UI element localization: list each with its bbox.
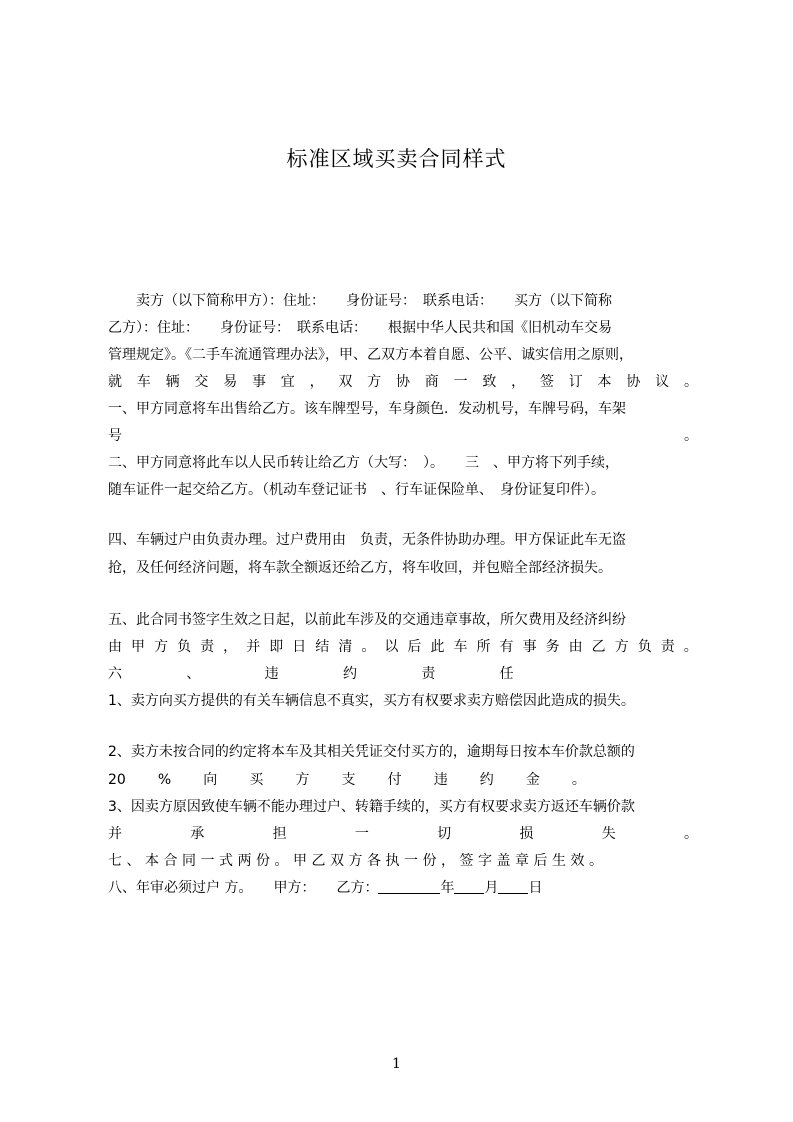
spread-char: 议 (655, 374, 670, 390)
spread-char: 。 (683, 639, 698, 655)
spread-char: 号 (108, 428, 122, 444)
spread-char: 由 (568, 639, 583, 655)
spread-char: 。 (361, 639, 376, 655)
spread-char: 后 (407, 639, 422, 655)
clause-1-line: 一、甲方同意将车出售给乙方。该车牌型号，车身颜色．发动机号，车牌号码，车架 (108, 401, 626, 417)
clause-5-line-1: 五、此合同书签字生效之日起，以前此车涉及的交通违章事故，所欠费用及经济纠纷 (108, 612, 626, 628)
spread-char: 协 (395, 374, 410, 390)
signature-text: 八、年审必须过户 方。 甲方： 乙方： (108, 880, 379, 896)
spread-char: 任 (499, 666, 514, 682)
spread-char: 宜 (280, 374, 295, 390)
spread-char: 、 (186, 666, 201, 682)
spread-char: 协 (626, 374, 641, 390)
page-number: 1 (392, 1056, 401, 1072)
spread-char: 乙 (591, 639, 606, 655)
spread-char: 本 (597, 374, 612, 390)
spread-char: 损 (519, 826, 534, 842)
spread-char: 。 (571, 772, 586, 788)
spread-char: 负 (177, 639, 192, 655)
spread-char: 即 (269, 639, 284, 655)
spread-char: 商 (424, 374, 439, 390)
paragraph-line-parties-seller: 卖方（以下简称甲方）：住址： 身份证号： 联系电话： 买方（以下简称 (136, 293, 612, 309)
clause-2-line: 二、甲方同意将此车以人民币转让给乙方（大写： ）。 三 、甲方将下列手续， (108, 455, 619, 471)
spread-char: 支 (341, 772, 356, 788)
clause-7-line: 七、本合同一式两份。甲乙双方各执一份，签字盖章后生效。 (108, 853, 608, 869)
spread-char: ， (511, 374, 526, 390)
spread-char: 致 (482, 374, 497, 390)
month-label: 月 (484, 880, 499, 896)
spread-char: 责 (200, 639, 215, 655)
spread-char: 一 (453, 374, 468, 390)
clause-4-line-2: 抢，及任何经济问题，将车款全额返还给乙方，将车收回，并包赔全部经济损失。 (108, 560, 612, 576)
liability-item-3-line-1: 3、因卖方原因致使车辆不能办理过户、转籍手续的，买方有权要求卖方返还车辆价款 (108, 799, 635, 815)
spread-char: 约 (342, 666, 357, 682)
spread-char: 承 (190, 826, 205, 842)
spread-char: 订 (568, 374, 583, 390)
clause-3-line: 随车证件一起交给乙方。（机动车登记证书 、行车证保险单、 身份证复印件）。 (108, 482, 605, 498)
spread-char: 清 (338, 639, 353, 655)
spread-char: % (157, 772, 172, 788)
spread-char: 方 (614, 639, 629, 655)
paragraph-line-regulations: 管理规定》。《二手车流通管理办法》，甲、乙双方本着自愿、公平、诚实信用之原则， (108, 347, 633, 363)
page-title: 标准区域买卖合同样式 (286, 147, 507, 171)
spread-char: 金 (525, 772, 540, 788)
day-blank (498, 879, 528, 894)
clause-5-line-2 (108, 637, 698, 657)
spread-char: 就 (108, 374, 122, 390)
spread-char: 此 (430, 639, 445, 655)
spread-spacer (578, 664, 698, 684)
spread-char: 方 (367, 374, 382, 390)
liability-item-2-line-1: 2、卖方未按合同的约定将本车及其相关凭证交付买方的，逾期每日按本车价款总额的 (108, 744, 635, 760)
liability-item-3-line-2 (108, 824, 698, 844)
spread-char: 双 (338, 374, 353, 390)
spread-char: 负 (637, 639, 652, 655)
spread-char: 责 (421, 666, 436, 682)
spread-char: 买 (249, 772, 264, 788)
spread-char: 所 (476, 639, 491, 655)
spread-char: 。 (684, 428, 698, 444)
spread-char: 车 (136, 374, 151, 390)
spread-char: 并 (108, 826, 122, 842)
spread-char: 方 (154, 639, 169, 655)
spread-char: 向 (203, 772, 218, 788)
month-blank (454, 879, 484, 894)
spread-char: 日 (292, 639, 307, 655)
spread-char: 20 (108, 772, 126, 788)
spread-char: ， (309, 374, 324, 390)
spread-char: 车 (453, 639, 468, 655)
spread-char: 。 (683, 826, 698, 842)
paragraph-line-parties-buyer: 乙方）：住址： 身份证号： 联系电话： 根据中华人民共和国《旧机动车交易 (108, 320, 612, 336)
spread-char: 方 (295, 772, 310, 788)
spread-spacer (618, 770, 698, 790)
spread-char: 由 (108, 639, 122, 655)
spread-char: 。 (683, 374, 698, 390)
spread-char: ， (223, 639, 238, 655)
liability-item-1: 1、卖方向买方提供的有关车辆信息不真实，买方有权要求卖方赔偿因此造成的损失。 (108, 693, 635, 709)
spread-char: 交 (194, 374, 209, 390)
liability-item-2-line-2 (108, 770, 698, 790)
spread-char: 并 (246, 639, 261, 655)
spread-char: 务 (545, 639, 560, 655)
spread-char: 以 (384, 639, 399, 655)
clause-8-signature-line (108, 878, 698, 898)
spread-char: 事 (522, 639, 537, 655)
spread-char: 担 (272, 826, 287, 842)
day-label: 日 (528, 880, 543, 896)
spread-char: 甲 (131, 639, 146, 655)
spread-char: 易 (223, 374, 238, 390)
spread-char: 有 (499, 639, 514, 655)
spread-char: 约 (479, 772, 494, 788)
clause-6-heading (108, 664, 698, 684)
spread-char: 责 (660, 639, 675, 655)
year-blank (378, 879, 440, 894)
spread-char: 一 (354, 826, 369, 842)
spread-char: 辆 (165, 374, 180, 390)
paragraph-line-agreement (108, 372, 698, 392)
spread-char: 签 (539, 374, 554, 390)
spread-char: 事 (251, 374, 266, 390)
spread-char: 付 (387, 772, 402, 788)
clause-1-continuation (108, 426, 698, 446)
clause-4-line-1: 四、车辆过户由负责办理。过户费用由 负责，无条件协助办理。甲方保证此车无盗 (108, 532, 626, 548)
spread-char: 六 (108, 666, 122, 682)
spread-char: 违 (433, 772, 448, 788)
spread-char: 违 (264, 666, 279, 682)
spread-char: 切 (437, 826, 452, 842)
year-label: 年 (440, 880, 455, 896)
spread-char: 失 (601, 826, 616, 842)
spread-char: 结 (315, 639, 330, 655)
